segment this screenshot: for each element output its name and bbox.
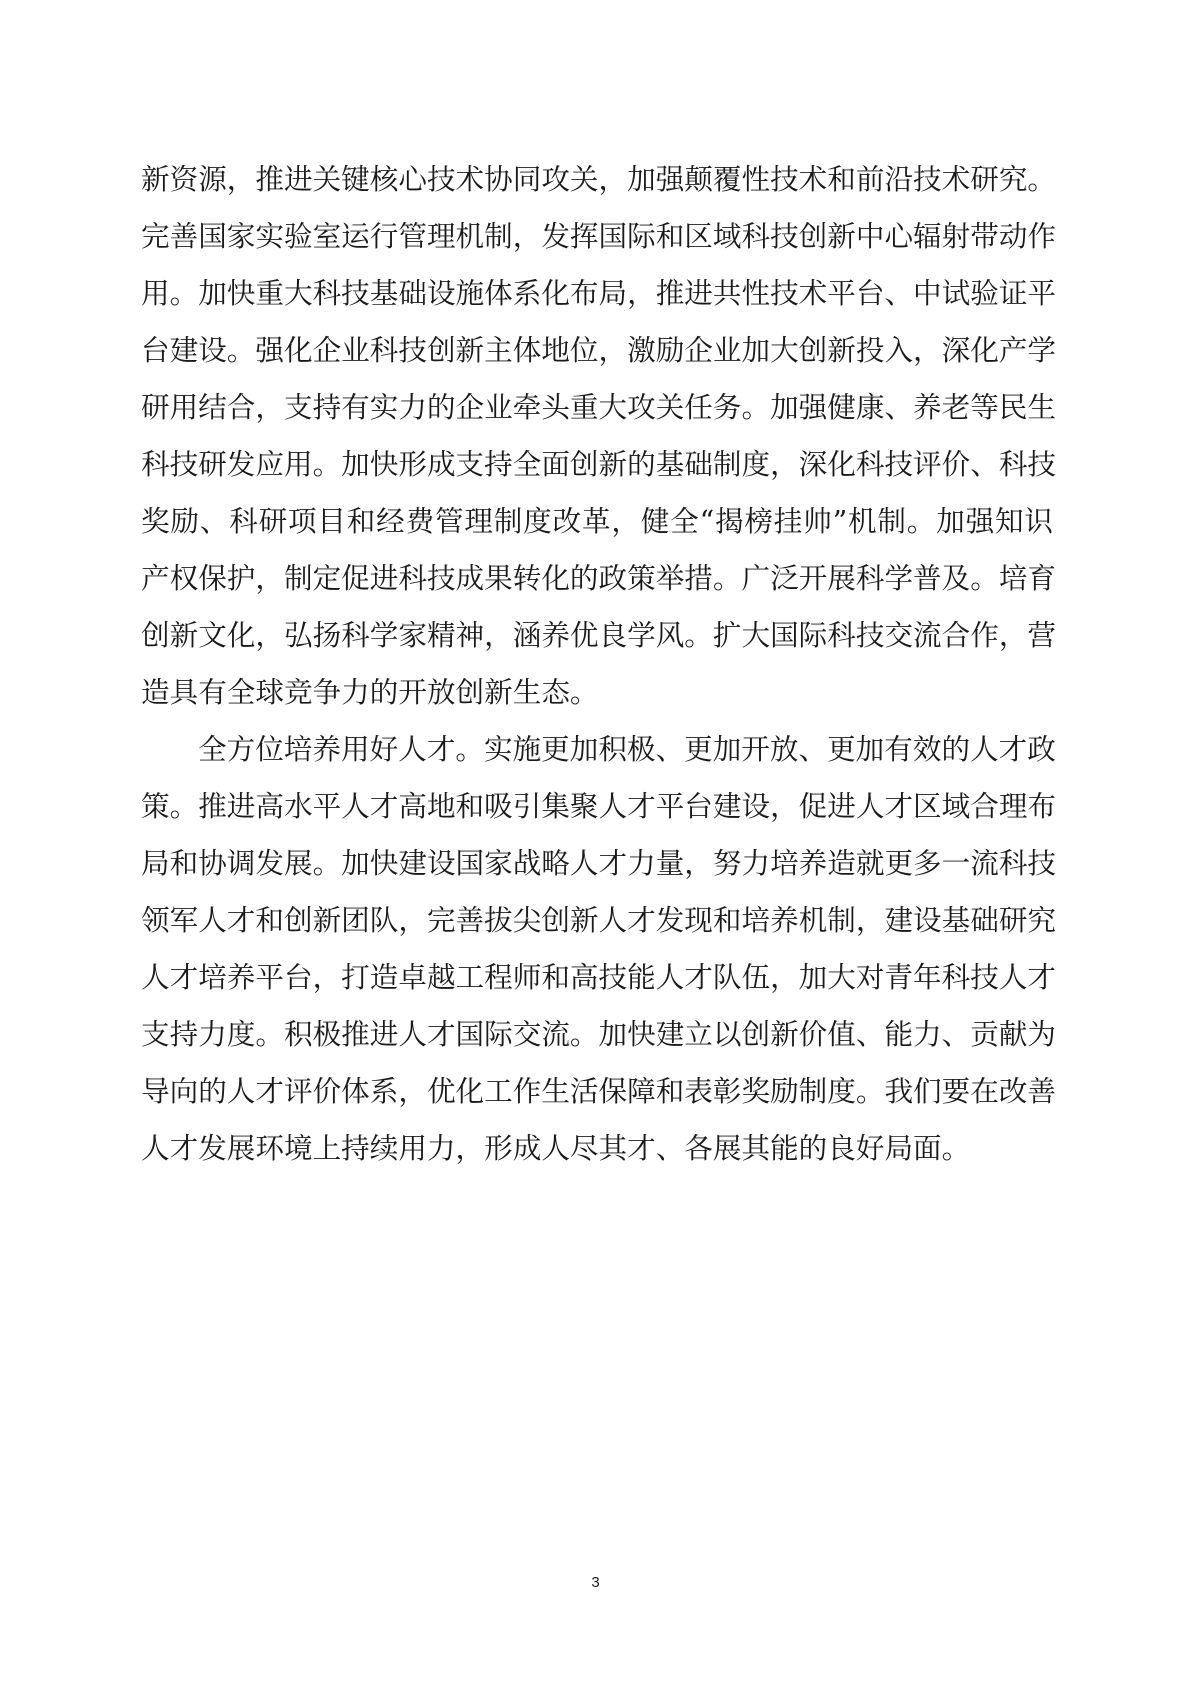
text-line: 策。推进高水平人才高地和吸引集聚人才平台建设，促进人才区域合理布 (141, 789, 1057, 823)
text-line: 科技研发应用。加快形成支持全面创新的基础制度，深化科技评价、科技 (141, 447, 1057, 481)
page-number: 3 (591, 1574, 600, 1591)
text-line: 台建设。强化企业科技创新主体地位，激励企业加大创新投入，深化产学 (141, 333, 1057, 367)
body-text (141, 151, 1057, 1177)
text-line: 奖励、科研项目和经费管理制度改革，健全“揭榜挂帅”机制。加强知识 (141, 504, 1053, 538)
text-line: 支持力度。积极推进人才国际交流。加快建立以创新价值、能力、贡献为 (141, 1017, 1057, 1051)
text-line: 用。加快重大科技基础设施体系化布局，推进共性技术平台、中试验证平 (141, 276, 1057, 310)
text-line: 局和协调发展。加快建设国家战略人才力量，努力培养造就更多一流科技 (141, 846, 1057, 880)
text-line: 研用结合，支持有实力的企业牵头重大攻关任务。加强健康、养老等民生 (141, 390, 1057, 424)
text-line: 完善国家实验室运行管理机制，发挥国际和区域科技创新中心辐射带动作 (141, 219, 1057, 253)
paragraph-1 (141, 151, 1057, 721)
text-line: 领军人才和创新团队，完善拔尖创新人才发现和培养机制，建设基础研究 (141, 903, 1057, 937)
paragraph-2 (141, 721, 1057, 1177)
text-line: 导向的人才评价体系，优化工作生活保障和表彰奖励制度。我们要在改善 (141, 1074, 1057, 1108)
text-line: 全方位培养用好人才。实施更加积极、更加开放、更加有效的人才政 (198, 732, 1056, 766)
text-line: 产权保护，制定促进科技成果转化的政策举措。广泛开展科学普及。培育 (141, 561, 1057, 595)
text-line: 人才培养平台，打造卓越工程师和高技能人才队伍，加大对青年科技人才 (141, 960, 1057, 994)
text-line: 人才发展环境上持续用力，形成人尽其才、各展其能的良好局面。 (141, 1131, 971, 1165)
text-line: 新资源，推进关键核心技术协同攻关，加强颠覆性技术和前沿技术研究。 (141, 162, 1057, 196)
text-line: 创新文化，弘扬科学家精神，涵养优良学风。扩大国际科技交流合作，营 (141, 618, 1057, 652)
text-line: 造具有全球竞争力的开放创新生态。 (141, 675, 599, 709)
